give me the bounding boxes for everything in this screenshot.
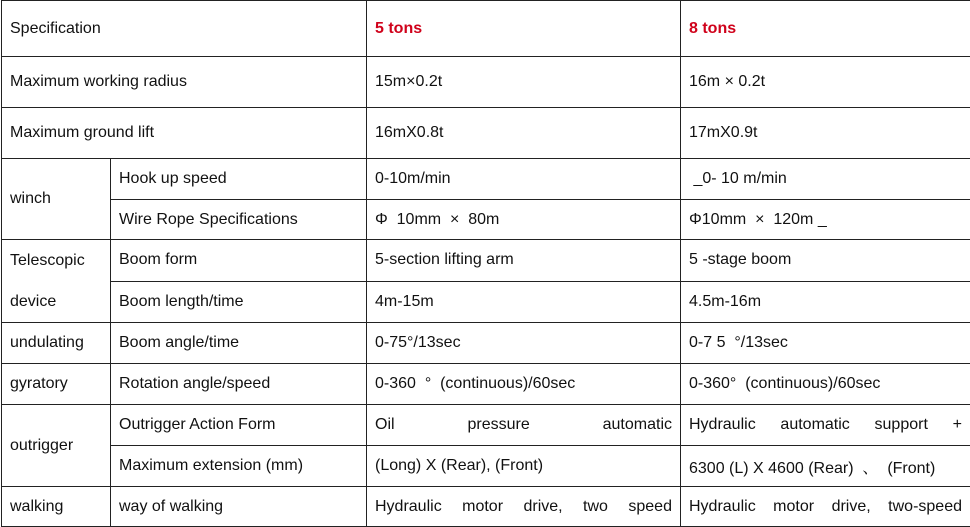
table-row-wire-rope xyxy=(2,200,970,240)
value-8-tons: 5 -stage boom xyxy=(681,240,970,282)
group-label-winch: winch xyxy=(2,159,111,240)
value-5-tons: 0-75°/13sec xyxy=(367,323,681,364)
value-5-tons: 0-10m/min xyxy=(367,159,681,200)
value-word: + xyxy=(952,416,962,433)
table-row-way-of-walking xyxy=(2,487,970,527)
value-8-tons xyxy=(681,487,970,527)
value-word: automatic xyxy=(602,416,672,433)
table-row-max-extension xyxy=(2,446,970,487)
value-5-tons: 4m-15m xyxy=(367,281,681,323)
header-row xyxy=(2,1,970,57)
value-word: Hydraulic xyxy=(375,497,442,515)
spec-label: Outrigger Action Form xyxy=(111,405,367,446)
spec-label: Boom form xyxy=(111,240,367,282)
value-word: Hydraulic xyxy=(689,416,756,433)
value-word: Hydraulic xyxy=(689,497,756,515)
value-word: two-speed xyxy=(888,497,962,515)
table-row-boom-length xyxy=(2,281,970,323)
value-8-tons: Φ10mm × 120m _ xyxy=(681,200,970,240)
value-5-tons: Φ 10mm × 80m xyxy=(367,200,681,240)
value-8-tons: 16m × 0.2t xyxy=(681,57,970,108)
spec-label: Maximum ground lift xyxy=(2,108,367,159)
value-8-tons: 17mX0.9t xyxy=(681,108,970,159)
group-label-undulating: undulating xyxy=(2,323,111,364)
value-5-tons: 16mX0.8t xyxy=(367,108,681,159)
table-row-boom-angle xyxy=(2,323,970,364)
spec-label: Rotation angle/speed xyxy=(111,364,367,405)
table-row-rotation xyxy=(2,364,970,405)
spec-label: way of walking xyxy=(111,487,367,527)
table-row-boom-form xyxy=(2,240,970,282)
spec-label: Maximum working radius xyxy=(2,57,367,108)
header-5-tons: 5 tons xyxy=(367,1,681,57)
table-row-max-working-radius xyxy=(2,57,970,108)
value-8-tons: _0- 10 m/min xyxy=(681,159,970,200)
value-8-tons: 4.5m-16m xyxy=(681,281,970,323)
value-word: Oil xyxy=(375,416,395,433)
group-label-line: device xyxy=(10,292,57,310)
table-row-max-ground-lift xyxy=(2,108,970,159)
group-label-line: Telescopic xyxy=(10,251,85,269)
header-specification: Specification xyxy=(2,1,367,57)
spec-label: Hook up speed xyxy=(111,159,367,200)
value-5-tons: (Long) X (Rear), (Front) xyxy=(367,446,681,487)
table-row-outrigger-action xyxy=(2,405,970,446)
value-word: drive, xyxy=(523,497,563,515)
value-word: support xyxy=(874,416,928,433)
spec-label: Boom length/time xyxy=(111,281,367,323)
value-word: automatic xyxy=(780,416,850,433)
value-word: motor xyxy=(462,497,504,515)
value-5-tons: 5-section lifting arm xyxy=(367,240,681,282)
spec-label: Maximum extension (mm) xyxy=(111,446,367,487)
value-word: two xyxy=(583,497,608,515)
table-row-hook-up-speed xyxy=(2,159,970,200)
value-8-tons: 0-7 5 °/13sec xyxy=(681,323,970,364)
value-5-tons xyxy=(367,487,681,527)
value-5-tons: 15m×0.2t xyxy=(367,57,681,108)
spec-label: Wire Rope Specifications xyxy=(111,200,367,240)
group-label-outrigger: outrigger xyxy=(2,405,111,487)
group-label-walking: walking xyxy=(2,487,111,527)
specification-table xyxy=(1,0,970,527)
spec-label: Boom angle/time xyxy=(111,323,367,364)
value-8-tons: 0-360° (continuous)/60sec xyxy=(681,364,970,405)
group-label-telescopic-device xyxy=(2,240,111,323)
value-word: speed xyxy=(628,497,672,515)
value-8-tons xyxy=(681,405,970,446)
value-5-tons xyxy=(367,405,681,446)
value-word: pressure xyxy=(467,416,530,433)
group-label-gyratory: gyratory xyxy=(2,364,111,405)
header-8-tons: 8 tons xyxy=(681,1,970,57)
value-word: drive, xyxy=(831,497,871,515)
value-5-tons: 0-360 ° (continuous)/60sec xyxy=(367,364,681,405)
value-word: motor xyxy=(773,497,815,515)
value-8-tons: 6300 (L) X 4600 (Rear) 、 (Front) xyxy=(681,446,970,487)
